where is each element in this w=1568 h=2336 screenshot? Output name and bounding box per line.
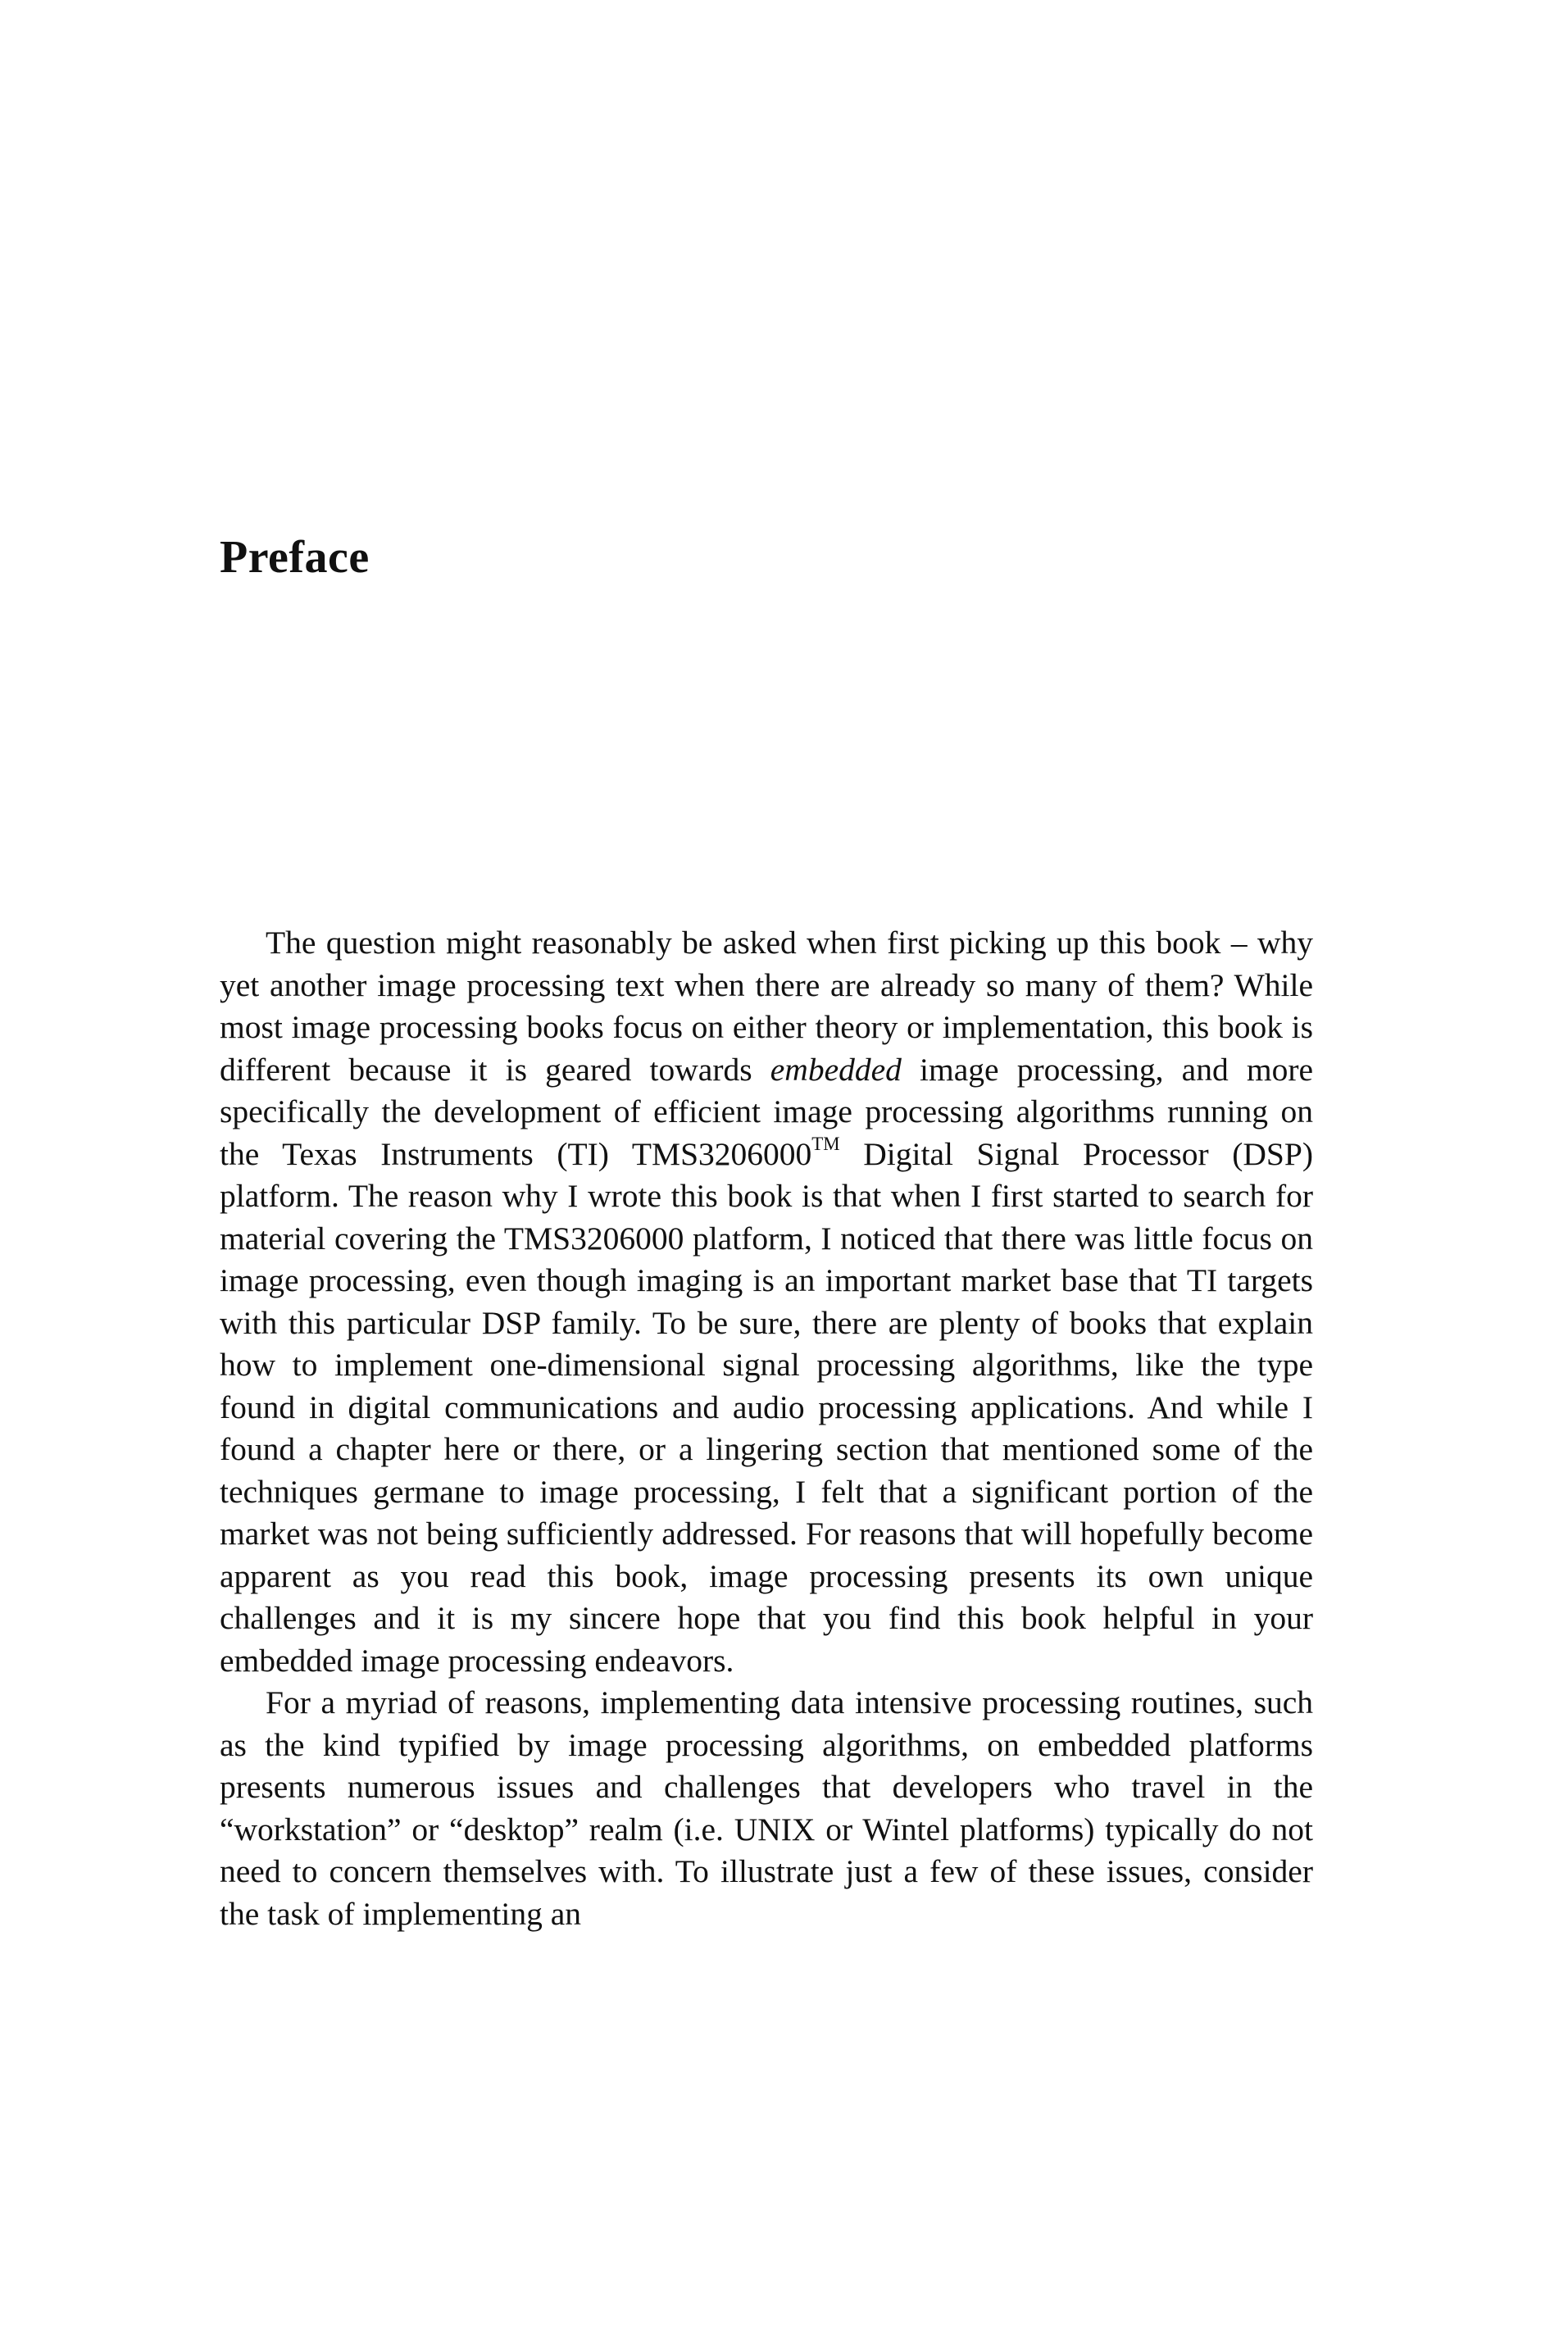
paragraph-1-text-a: The question might reasonably be asked when first picking up this book – why yet another image processing text when there are already so many of them? While most image processing books focus on either theory or implementation, this book is different because it is geared towards bbox=[220, 925, 1313, 1088]
chapter-title: Preface bbox=[220, 532, 370, 583]
paragraph-1-emphasis: embedded bbox=[770, 1051, 902, 1088]
trademark-superscript: TM bbox=[811, 1133, 840, 1154]
body-text bbox=[220, 922, 1313, 1935]
paragraph-1-text-c: Digital Signal Processor (DSP) platform. The reason why I wrote this book is that when I first started to search for material covering the TMS3206000 platform, I noticed that there was little focus on image processing, even though imaging is an important market base that TI targets with this particular DSP family. To be sure, there are plenty of books that explain how to implement one-dimensional signal processing algorithms, like the type found in digital communications and audio processing applications. And while I found a chapter here or there, or a lingering section that mentioned some of the techniques germane to image processing, I felt that a significant portion of the market was not being sufficiently addressed. For reasons that will hopefully become apparent as you read this book, image processing presents its own unique challenges and it is my sincere hope that you find this book helpful in your embedded image processing endeavors. bbox=[220, 1135, 1313, 1679]
paragraph-2: For a myriad of reasons, implementing data intensive processing routines, such as the kind typified by image processing algorithms, on embedded platforms presents numerous issues and challenges that developers who travel in the “workstation” or “desktop” realm (i.e. UNIX or Wintel platforms) typically do not need to concern themselves with. To illustrate just a few of these issues, consider the task of implementing an bbox=[220, 1684, 1313, 1932]
paragraph-1-text-b: image processing, and more specifically the development of efficient image processing algorithms running on the Texas Instruments (TI) TMS3206000 bbox=[220, 1051, 1313, 1172]
paragraph-1 bbox=[220, 922, 1313, 1682]
